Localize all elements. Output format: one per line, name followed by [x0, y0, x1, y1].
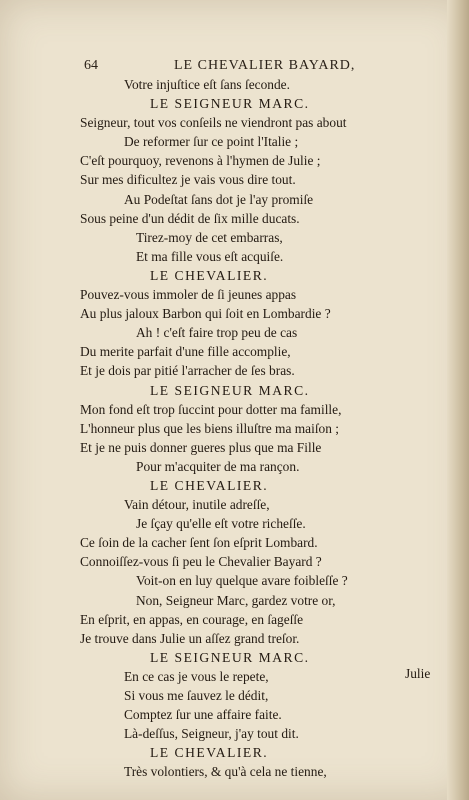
verse-line: En ce cas je vous le repete,	[124, 668, 269, 684]
page-number: 64	[84, 58, 98, 73]
play-text	[80, 75, 440, 781]
verse-line: En eſprit, en appas, en courage, en ſageſſe	[80, 611, 304, 627]
verse-line: Votre injuſtice eſt ſans ſeconde.	[124, 77, 290, 92]
running-title: LE CHEVALIER BAYARD,	[174, 58, 356, 73]
speaker-heading: LE CHEVALIER.	[150, 267, 269, 283]
verse-line: Et je ne puis donner gueres plus que ma Fille	[80, 439, 322, 455]
speaker-heading: LE CHEVALIER.	[150, 745, 269, 761]
verse-line: Connoiſſez-vous ſi peu le Chevalier Bayard ?	[80, 554, 322, 570]
verse-line: Là-deſſus, Seigneur, j'ay tout dit.	[124, 726, 299, 742]
verse-line: Je ſçay qu'elle eſt votre richeſſe.	[136, 516, 306, 532]
verse-line: Ce ſoin de la cacher ſent ſon eſprit Lombard.	[80, 535, 318, 551]
verse-line: Et ma fille vous eſt acquiſe.	[136, 248, 284, 264]
verse-line: Ah ! c'eſt faire trop peu de cas	[136, 325, 298, 341]
verse-line: Voit-on en luy quelque avare foibleſſe ?	[136, 573, 348, 589]
verse-line: Si vous me ſauvez le dédit,	[124, 688, 269, 703]
verse-line: Non, Seigneur Marc, gardez votre or,	[136, 592, 336, 608]
verse-line: Seigneur, tout vos conſeils ne viendront pas about	[80, 115, 347, 131]
verse-line: Et je dois par pitié l'arracher de ſes bras.	[80, 363, 295, 379]
verse-line: Mon fond eſt trop ſuccint pour dotter ma famille,	[80, 401, 342, 417]
page-gutter	[447, 0, 469, 800]
verse-line: De reformer ſur ce point l'Italie ;	[124, 134, 299, 150]
verse-line: Au plus jaloux Barbon qui ſoit en Lombardie ?	[80, 306, 331, 322]
verse-line: Tirez-moy de cet embarras,	[136, 229, 283, 245]
verse-line: Sur mes dificultez je vais vous dire tout.	[80, 172, 296, 188]
verse-line: Vain détour, inutile adreſſe,	[124, 497, 270, 513]
verse-line: Pouvez-vous immoler de ſi jeunes appas	[80, 287, 297, 303]
verse-line: C'eſt pourquoy, revenons à l'hymen de Julie ;	[80, 153, 321, 169]
speaker-heading: LE CHEVALIER.	[150, 477, 269, 493]
verse-line: Pour m'acquiter de ma rançon.	[136, 458, 300, 474]
verse-line: Au Podeſtat ſans dot je l'ay promiſe	[124, 191, 314, 207]
verse-line: Je trouve dans Julie un aſſez grand treſor.	[80, 630, 300, 646]
speaker-heading: LE SEIGNEUR MARC.	[150, 382, 310, 398]
catchword: Julie	[405, 666, 431, 681]
verse-line: Du merite parfait d'une fille accomplie,	[80, 344, 291, 360]
verse-line: Comptez ſur une affaire faite.	[124, 707, 282, 723]
speaker-heading: LE SEIGNEUR MARC.	[150, 649, 310, 665]
speaker-heading: LE SEIGNEUR MARC.	[150, 96, 310, 112]
verse-line: L'honneur plus que les biens illuſtre ma maiſon ;	[80, 420, 340, 436]
verse-line: Très volontiers, & qu'à cela ne tienne,	[124, 764, 327, 780]
verse-line: Sous peine d'un dédit de ſix mille ducats.	[80, 210, 300, 226]
